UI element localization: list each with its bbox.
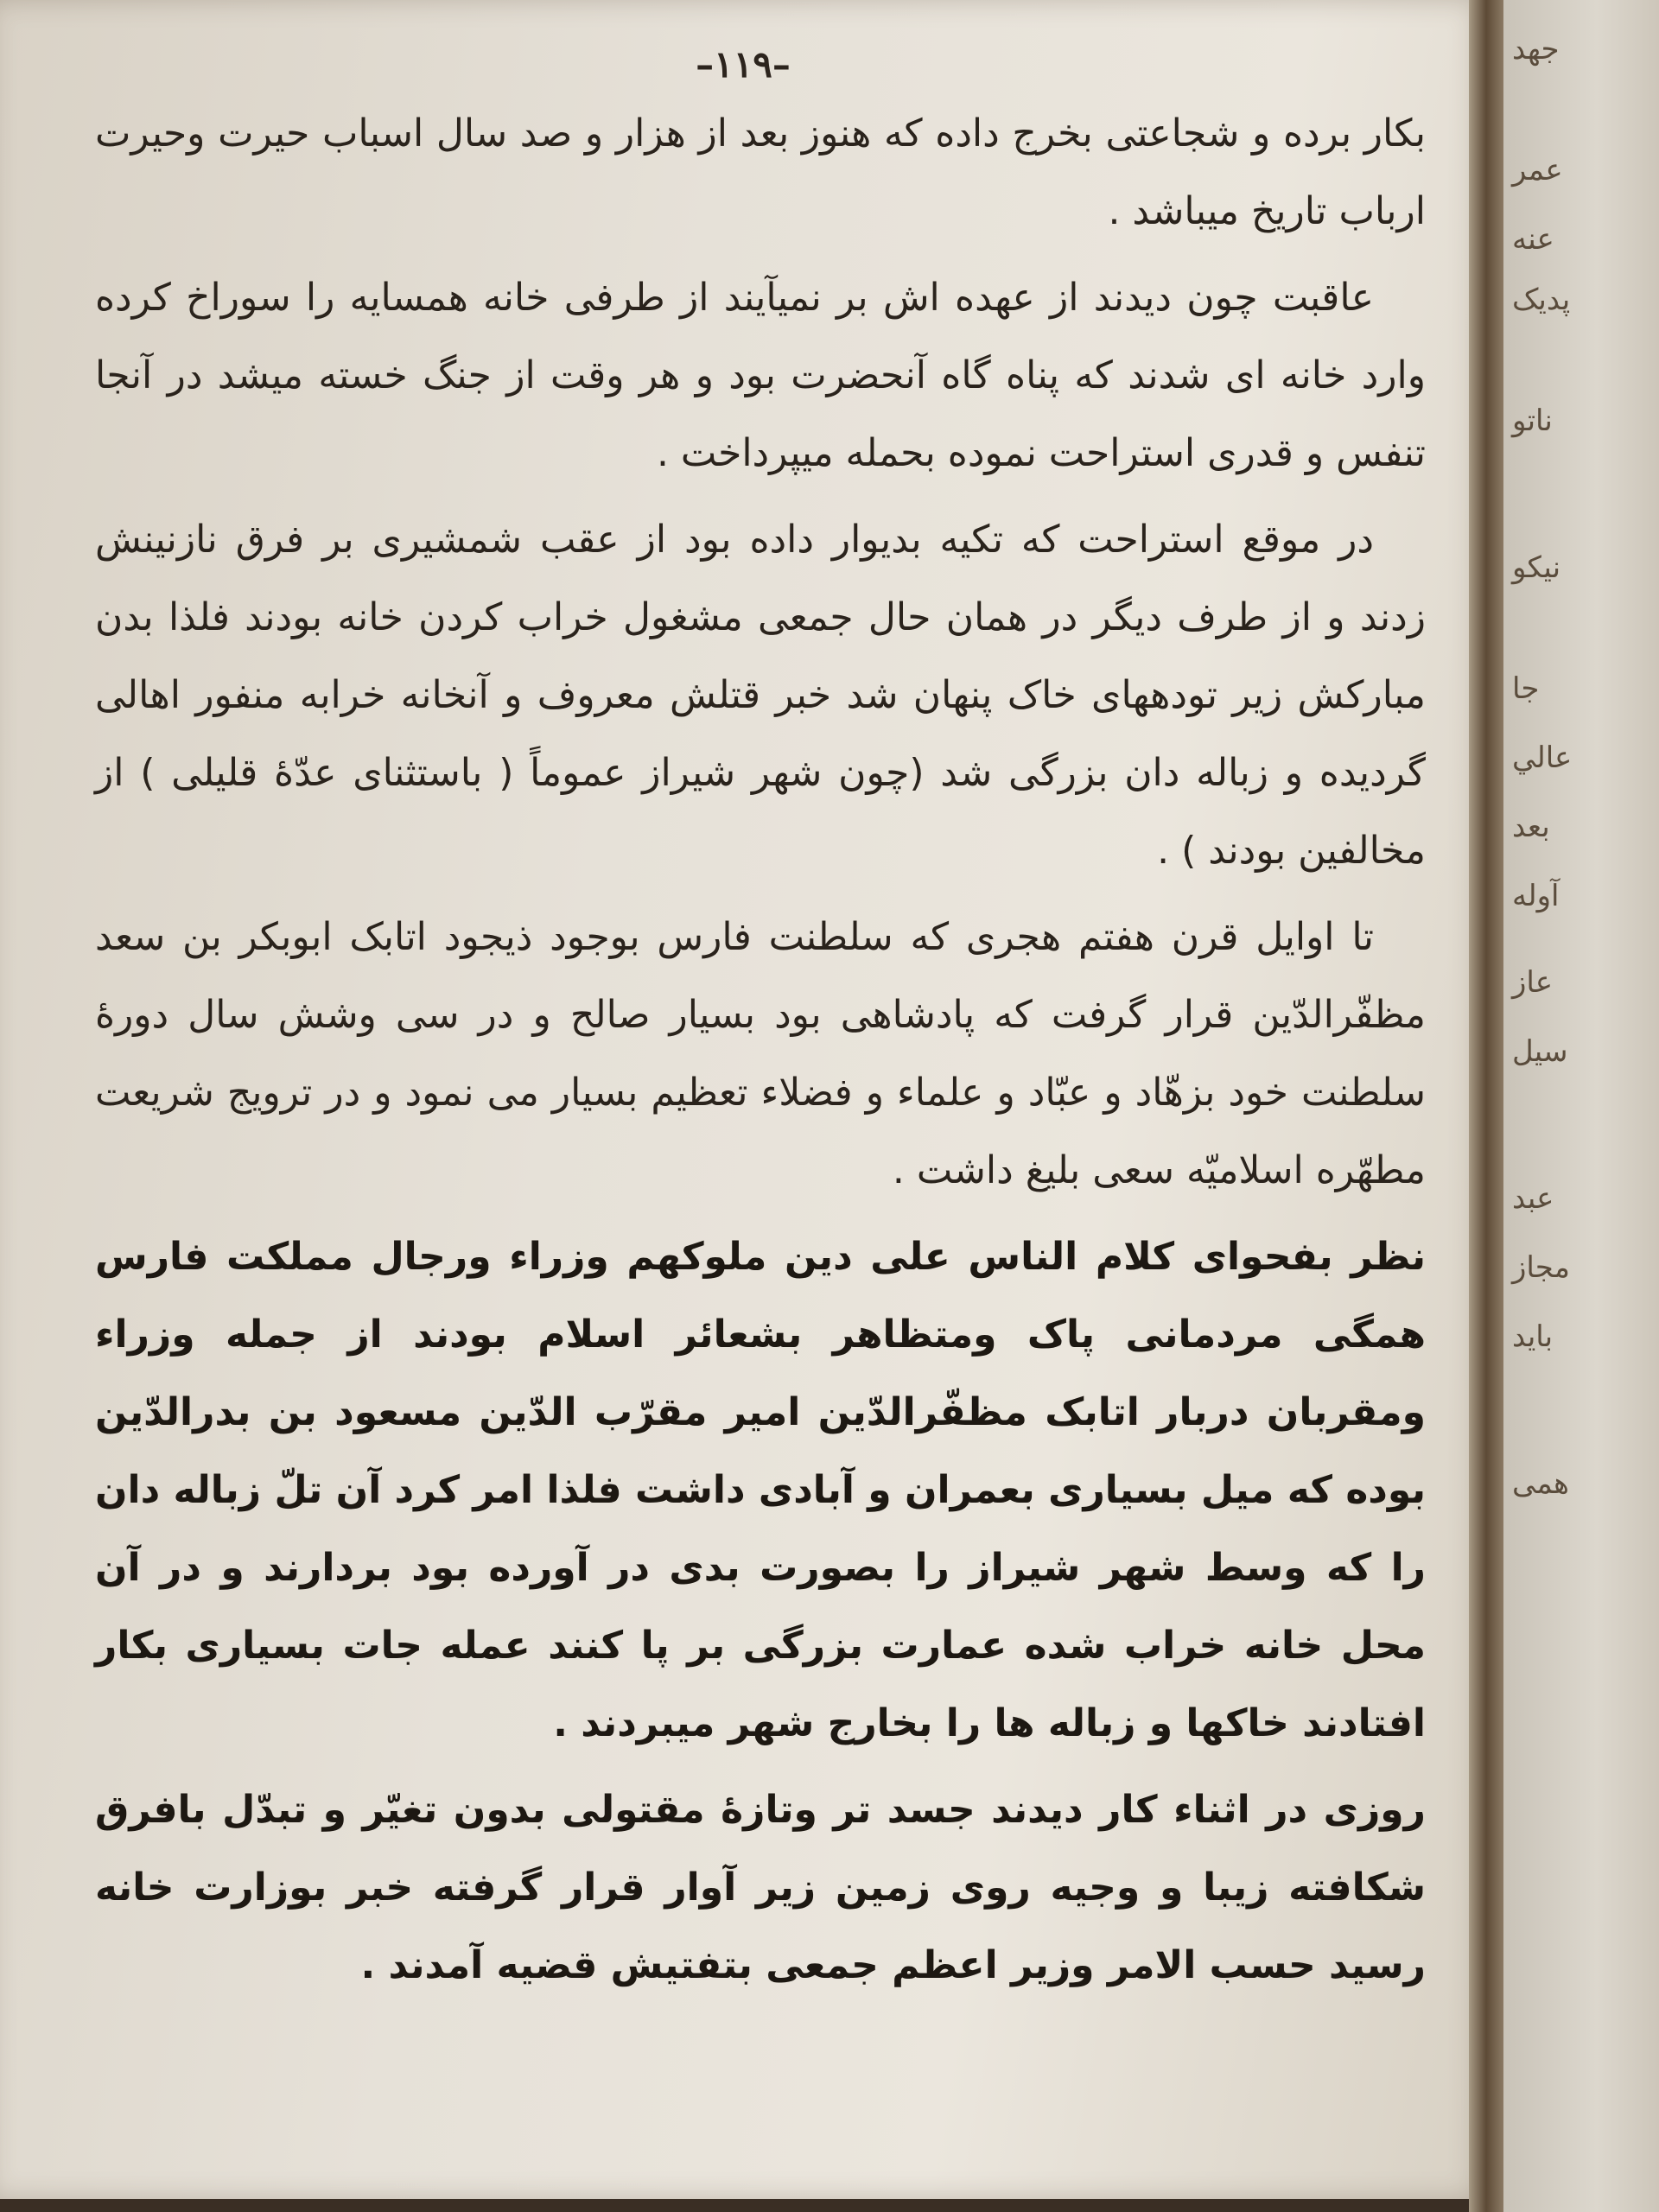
facing-fragment: عمر xyxy=(1512,153,1563,188)
paragraph-2: عاقبت چون دیدند از عهده اش بر نمیآیند از طرفی خانه همسایه را سوراخ کرده وارد خانه ای شدند که پناه گاه آنحضرت بود و هر وقت از جنگ خسته میشد در آنجا تنفس و قدری استراحت نموده بحمله میپرداخت . xyxy=(95,276,1426,475)
facing-fragment: عاز xyxy=(1512,965,1554,1000)
paragraph-3: در موقع استراحت که تکیه بدیوار داده بود از عقب شمشیری بر فرق نازنینش زدند و از طرف دیگر در همان حال جمعی مشغول خراب کردن خانه بودند فلذا بدن مبارکش زیر تودههای خاک پنهان شد خبر قتلش معروف و آنخانه خرابه منفور اهالی گردیده و زباله دان بزرگی شد (چون شهر شیراز عموماً ( باستثنای عدّهٔ قلیلی ) از مخالفین بودند ) . xyxy=(95,518,1426,873)
page-number: –۱۱۹– xyxy=(696,43,791,86)
facing-fragment: عالي xyxy=(1512,741,1573,775)
paragraph-1: بکار برده و شجاعتی بخرج داده که هنوز بعد از هزار و صد سال اسباب حیرت وحیرت ارباب تاریخ میباشد . xyxy=(95,111,1426,233)
facing-fragment: بعد xyxy=(1512,810,1550,844)
book-gutter xyxy=(1469,0,1503,2212)
facing-fragment: جا xyxy=(1512,671,1540,706)
facing-fragment: عنه xyxy=(1512,222,1554,257)
paragraph-4: تا اوایل قرن هفتم هجری که سلطنت فارس بوجود ذیجود اتابک ابوبکر بن سعد مظفّرالدّین قرار گرفت که پادشاهی بود بسیار صالح و در سی وشش سال دورهٔ سلطنت خود بزهّاد و عبّاد و علماء و فضلاء تعظیم بسیار می نمود و در ترویج شریعت مطهّره اسلامیّه سعی بلیغ داشت . xyxy=(95,915,1426,1192)
facing-fragment: مجاز xyxy=(1512,1250,1570,1285)
page-text xyxy=(95,95,1426,2013)
facing-fragment: باید xyxy=(1512,1319,1554,1354)
paragraph-6: روزی در اثناء کار دیدند جسد تر وتازهٔ مقتولی بدون تغیّر و تبدّل بافرق شکافته زیبا و وجیه روی زمین زیر آوار قرار گرفته خبر بوزارت خانه رسید حسب الامر وزیر اعظم جمعی بتفتیش قضیه آمدند . xyxy=(95,1788,1426,1987)
facing-fragment: همی xyxy=(1512,1466,1569,1501)
facing-fragment: ناتو xyxy=(1512,404,1553,438)
facing-fragment: نیکو xyxy=(1512,550,1561,585)
facing-fragment: جهد xyxy=(1512,32,1560,67)
facing-page-edge xyxy=(1503,0,1659,2212)
facing-fragment: عبد xyxy=(1512,1181,1554,1216)
facing-fragment: آوله xyxy=(1512,879,1560,913)
paragraph-5: نظر بفحوای کلام الناس علی دین ملوکهم وزراء ورجال مملکت فارس همگی مردمانی پاک ومتظاهر بشعائر اسلام بودند از جمله وزراء ومقربان دربار اتابک مظفّرالدّین امیر مقرّب الدّین مسعود بن بدرالدّین بوده که میل بسیاری بعمران و آبادی داشت فلذا امر کرد آن تلّ زباله دان را که وسط شهر شیراز را بصورت بدی در آورده بود بردارند و در آن محل خانه خراب شده عمارت بزرگی بر پا کنند عمله جات بسیاری بکار افتادند خاکها و زباله ها را بخارج شهر میبردند . xyxy=(95,1235,1426,1745)
facing-fragment: سیل xyxy=(1512,1034,1568,1069)
facing-fragment: پدیک xyxy=(1512,283,1571,317)
